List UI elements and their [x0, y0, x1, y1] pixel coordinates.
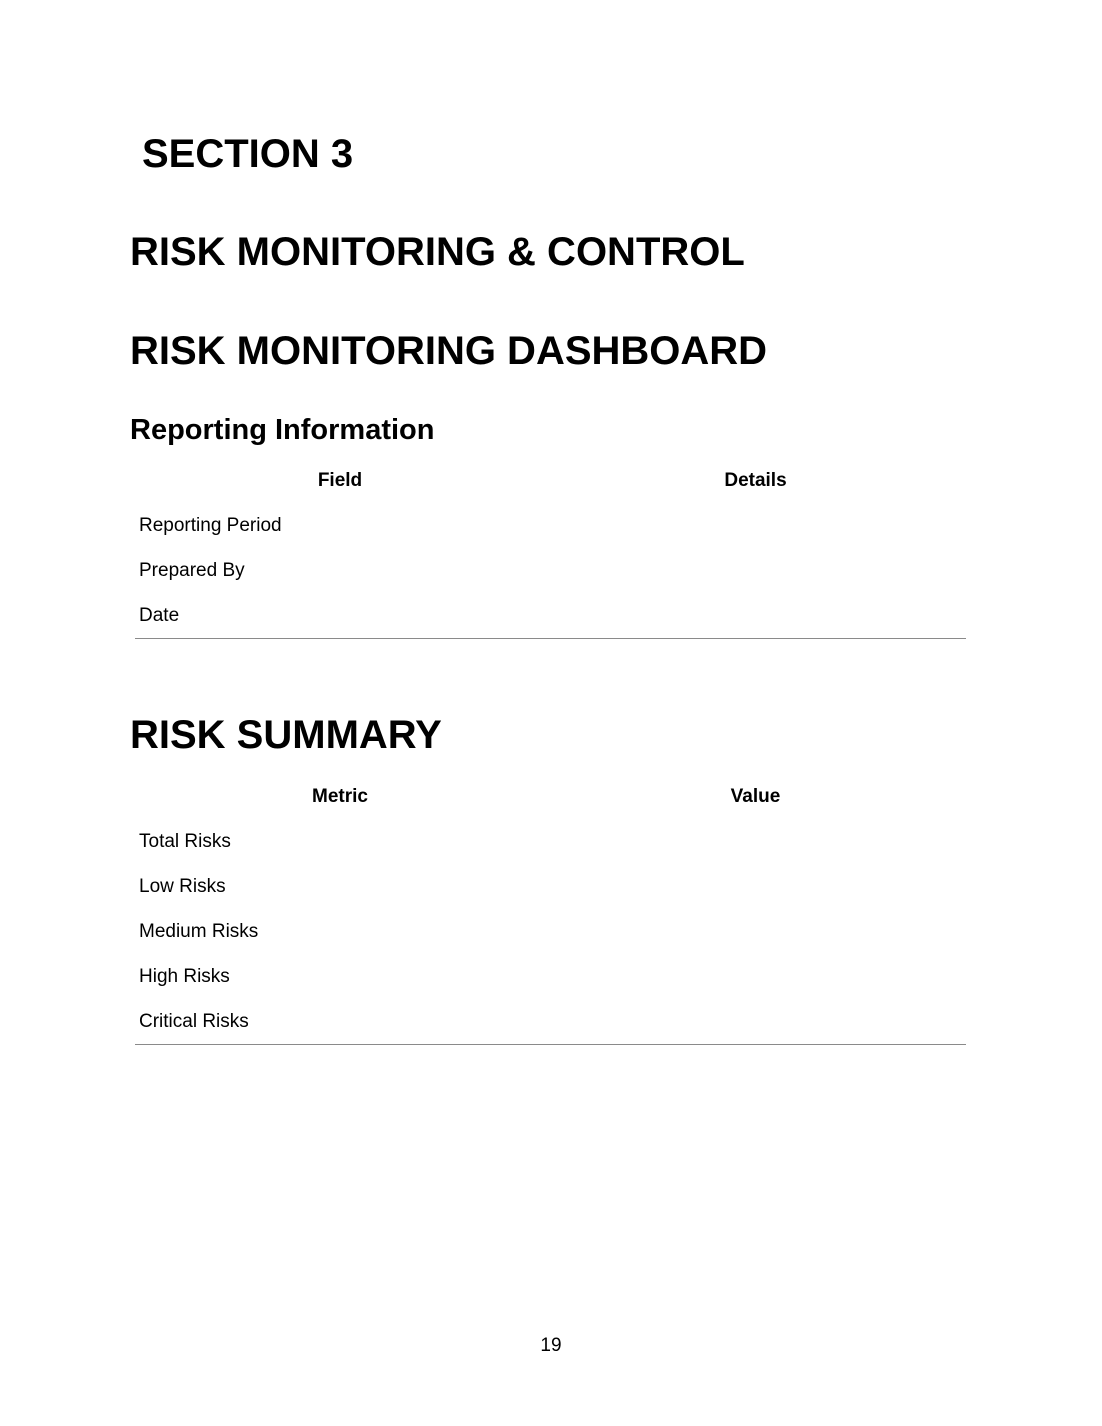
details-cell [545, 593, 966, 639]
details-cell [545, 503, 966, 548]
page-number: 19 [540, 1335, 562, 1356]
metric-label: High Risks [139, 965, 230, 987]
table-row [135, 864, 966, 909]
value-cell [545, 999, 966, 1045]
table-row [135, 548, 966, 593]
column-header-value: Value [730, 786, 781, 807]
table-row [135, 593, 966, 639]
metric-label: Total Risks [139, 830, 231, 852]
column-header-metric: Metric [312, 786, 368, 807]
value-cell [545, 819, 966, 864]
value-cell [545, 909, 966, 954]
table-row [135, 819, 966, 864]
reporting-info-table [135, 459, 966, 639]
table-header-row [135, 775, 966, 819]
risk-summary-table [135, 775, 966, 1045]
section-label: SECTION 3 [142, 132, 354, 176]
value-cell [545, 864, 966, 909]
column-header-field: Field [317, 470, 363, 491]
table-row [135, 954, 966, 999]
chapter-title: RISK MONITORING & CONTROL [130, 230, 745, 274]
field-label: Prepared By [139, 559, 245, 581]
value-cell [545, 954, 966, 999]
table-row [135, 999, 966, 1045]
risk-summary-heading: RISK SUMMARY [130, 713, 442, 757]
table-row [135, 503, 966, 548]
field-label: Reporting Period [139, 514, 282, 536]
dashboard-title: RISK MONITORING DASHBOARD [130, 329, 768, 373]
reporting-heading: Reporting Information [130, 414, 435, 446]
field-label: Date [135, 593, 545, 639]
details-cell [545, 548, 966, 593]
metric-label: Medium Risks [139, 920, 259, 942]
table-row [135, 909, 966, 954]
table-header-row [135, 459, 966, 503]
metric-label: Critical Risks [135, 999, 545, 1045]
metric-label: Low Risks [139, 875, 226, 897]
column-header-details: Details [724, 470, 787, 491]
